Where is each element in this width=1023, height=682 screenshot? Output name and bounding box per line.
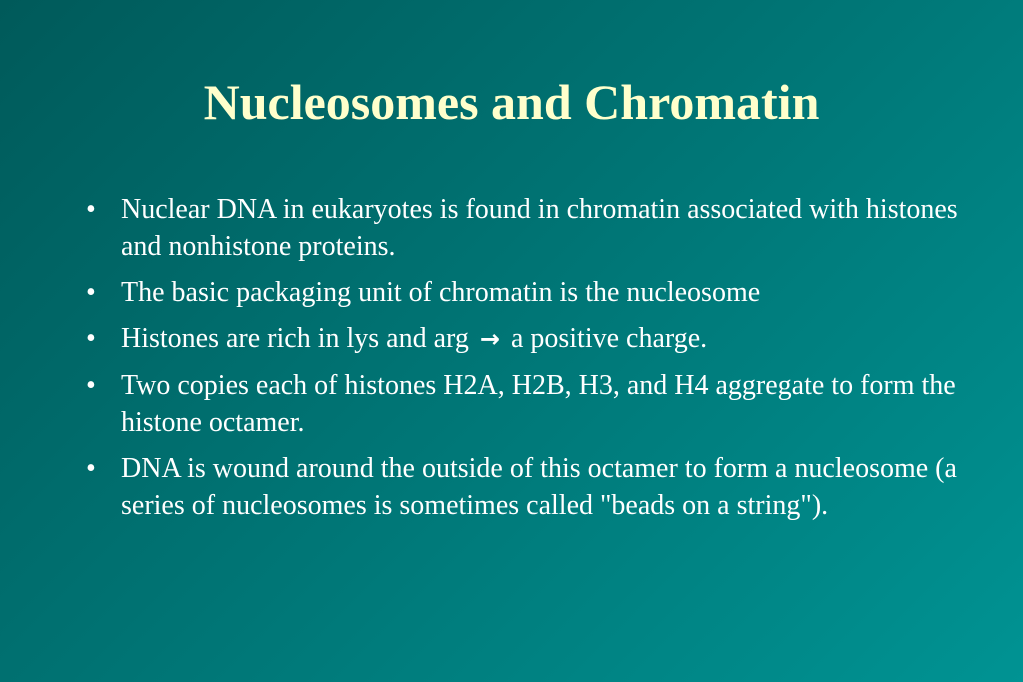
bullet-dot-icon: • xyxy=(86,194,96,225)
bullet-text-2: The basic packaging unit of chromatin is the nucleosome xyxy=(121,277,761,308)
bullet-dot-icon: • xyxy=(86,323,96,354)
bullet-dot-icon: • xyxy=(86,277,96,308)
slide-title: Nucleosomes and Chromatin xyxy=(203,74,820,130)
bullet-item-2 xyxy=(84,274,964,311)
bullet-item-1 xyxy=(84,191,964,265)
bullet-item-5 xyxy=(84,450,964,524)
bullet-dot-icon: • xyxy=(86,453,96,484)
right-arrow-icon: → xyxy=(479,325,500,353)
bullet-list xyxy=(84,191,964,533)
bullet-text-3-post: a positive charge. xyxy=(510,323,708,354)
bullet-text-1: Nuclear DNA in eukaryotes is found in chromatin associated with histones and nonhistone proteins. xyxy=(121,194,958,262)
bullet-item-4 xyxy=(84,367,964,441)
bullet-text-4: Two copies each of histones H2A, H2B, H3, and H4 aggregate to form the histone octamer. xyxy=(121,370,956,438)
bullet-text-5: DNA is wound around the outside of this octamer to form a nucleosome (a series of nucleosomes is sometimes called "beads on a string"). xyxy=(121,453,957,521)
bullet-text-3-pre: Histones are rich in lys and arg xyxy=(121,323,469,354)
bullet-dot-icon: • xyxy=(86,370,96,401)
bullet-item-3 xyxy=(84,320,964,358)
